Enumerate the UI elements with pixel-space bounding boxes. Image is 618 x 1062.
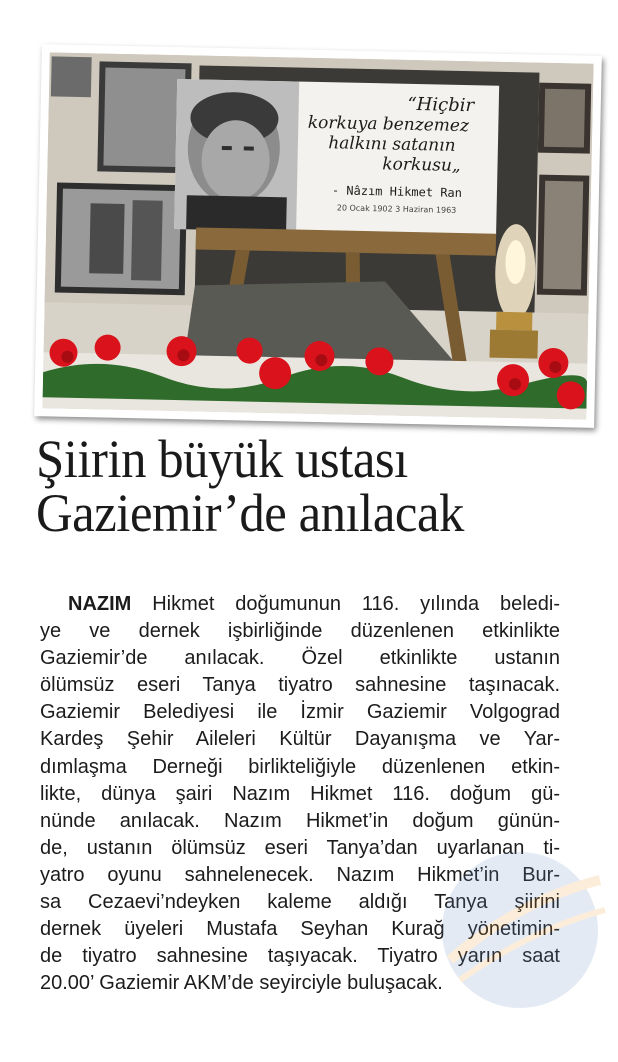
headline-line-1: Şiirin büyük ustası xyxy=(36,429,408,489)
first-line-rest: Hikmet doğumunun 116. yılında beledi- xyxy=(131,593,560,615)
body-line: likte, dünya şairi Nazım Hikmet 116. doğum gü- xyxy=(40,782,560,805)
banner-author: - Nâzım Hikmet Ran xyxy=(331,183,463,201)
body-line: ölümsüz eseri Tanya tiyatro sahnesine taşınacak. xyxy=(40,674,560,697)
headline-line-2: Gaziemir’de anılacak xyxy=(36,483,464,543)
banner-dates: 20 Ocak 1902 3 Haziran 1963 xyxy=(336,203,457,215)
banner-quote-line-3: halkını satanın xyxy=(328,133,456,156)
banner-quote-line-4: korkusu„ xyxy=(382,154,461,176)
news-photo xyxy=(34,44,602,428)
body-line: Gaziemir Belediyesi ile İzmir Gaziemir Volgograd xyxy=(40,701,560,724)
lead-word: NAZIM xyxy=(68,593,132,615)
body-line: yatro oyunu sahnelenecek. Nazım Hikmet’in Bur- xyxy=(40,863,560,886)
body-line: Kardeş Şehir Aileleri Kültür Dayanışma ve Yar- xyxy=(40,728,560,751)
body-line-last: 20.00’ Gaziemir AKM’de seyirciyle buluşacak. xyxy=(40,972,443,995)
commemoration-photo xyxy=(42,52,593,419)
body-line: Gaziemir’de anılacak. Özel etkinlikte ustanın xyxy=(40,647,560,670)
body-line: de, ustanın ölümsüz eseri Tanya’dan uyarlanan ti- xyxy=(40,836,560,859)
body-line: ye ve dernek işbirliğinde düzenlenen etkinlikte xyxy=(40,620,560,643)
body-line: dernek üyeleri Mustafa Seyhan Kurağ yönetimin- xyxy=(40,918,560,941)
body-line: de tiyatro sahnesine taşıyacak. Tiyatro yarın saat xyxy=(40,945,560,968)
banner-quote-line-2: korkuya benzemez xyxy=(307,112,470,137)
watermark-globe-icon xyxy=(430,840,610,1020)
body-line: dımlaşma Derneği birlikteliğiyle düzenlenen etkin- xyxy=(40,755,560,778)
body-line-1 xyxy=(40,591,560,618)
article-headline xyxy=(36,429,562,543)
banner-quote-line-1: “Hiçbir xyxy=(407,93,475,117)
body-line: nünde anılacak. Nazım Hikmet’in doğum günün- xyxy=(40,809,560,832)
body-line: sa Cezaevi’ndeyken kaleme aldığı Tanya şiirini xyxy=(40,891,560,914)
